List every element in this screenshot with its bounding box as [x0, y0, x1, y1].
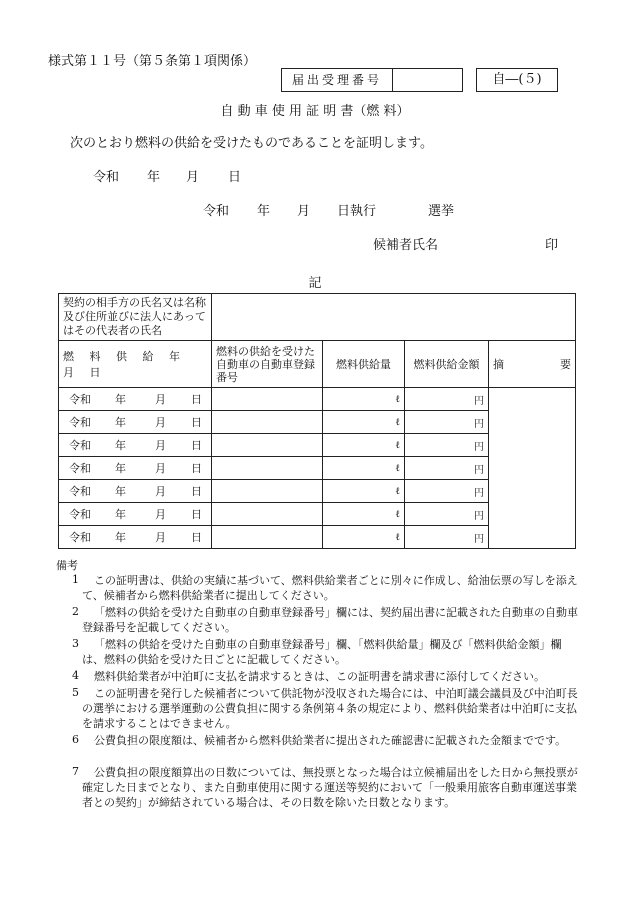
row-date[interactable]: [59, 503, 212, 526]
row-day: 日: [191, 485, 202, 498]
row-month: 月: [155, 393, 166, 406]
row-month: 月: [155, 416, 166, 429]
contract-party-label: 契約の相手方の氏名又は名称及び住所並びに法人にあってはその代表者の氏名: [59, 294, 212, 341]
row-month: 月: [155, 508, 166, 521]
header-supply-date: 燃 料 供 給 年 月 日: [59, 341, 212, 388]
header-fuel-quantity: 燃料供給量: [323, 341, 405, 388]
row-era: 令和: [69, 531, 91, 544]
row-month: 月: [155, 439, 166, 452]
row-date[interactable]: [59, 526, 212, 549]
row-year: 年: [115, 439, 126, 452]
election-year: 年: [257, 204, 271, 219]
note-text: この証明書は、供給の実績に基づいて、燃料供給業者ごとに別々に作成し、給油伝票の写しを添えて、候補者から燃料供給業者に提出してください。: [82, 574, 578, 602]
row-fuel-amount[interactable]: [405, 434, 489, 457]
liter-unit: ℓ: [395, 531, 400, 543]
row-date[interactable]: [59, 480, 212, 503]
document-title: 自 動 車 使 用 証 明 書（燃 料）: [220, 104, 410, 119]
row-year: 年: [115, 508, 126, 521]
liter-unit: ℓ: [395, 508, 400, 520]
row-year: 年: [115, 393, 126, 406]
date-era: 令和: [93, 170, 120, 185]
row-day: 日: [191, 416, 202, 429]
election-label: 選挙: [428, 204, 455, 219]
note-text: 公費負担の限度額は、候補者から燃料供給業者に提出された確認書に記載された金額までです。: [94, 734, 567, 747]
fuel-supply-table: [58, 293, 576, 549]
note-text: 「燃料の供給を受けた自動車の自動車登録番号」欄には、契約届出書に記載された自動車の自動車登録番号を記載してください。: [82, 606, 578, 634]
row-year: 年: [115, 485, 126, 498]
row-era: 令和: [69, 393, 91, 406]
table-row: [59, 388, 576, 411]
liter-unit: ℓ: [395, 485, 400, 497]
row-fuel-quantity[interactable]: [323, 434, 405, 457]
ki-label: 記: [308, 276, 322, 291]
receipt-number-box: [281, 68, 463, 92]
row-fuel-quantity[interactable]: [323, 411, 405, 434]
row-vehicle-number[interactable]: [212, 526, 323, 549]
liter-unit: ℓ: [395, 439, 400, 451]
row-fuel-quantity[interactable]: [323, 503, 405, 526]
row-date[interactable]: [59, 411, 212, 434]
candidate-name-label: 候補者氏名: [373, 238, 439, 253]
liter-unit: ℓ: [395, 416, 400, 428]
receipt-number-value[interactable]: [393, 69, 462, 91]
yen-unit: 円: [474, 418, 484, 430]
note-number: 5: [72, 686, 79, 699]
yen-unit: 円: [474, 464, 484, 476]
date-year: 年: [147, 170, 161, 185]
yen-unit: 円: [474, 487, 484, 499]
header-fuel-amount: 燃料供給金額: [405, 341, 489, 388]
row-day: 日: [191, 439, 202, 452]
election-era: 令和: [203, 204, 230, 219]
date-day: 日: [228, 170, 242, 185]
row-date[interactable]: [59, 457, 212, 480]
row-fuel-amount[interactable]: [405, 457, 489, 480]
row-vehicle-number[interactable]: [212, 388, 323, 411]
yen-unit: 円: [474, 395, 484, 407]
row-fuel-quantity[interactable]: [323, 388, 405, 411]
row-day: 日: [191, 462, 202, 475]
row-fuel-amount[interactable]: [405, 503, 489, 526]
row-day: 日: [191, 393, 202, 406]
yen-unit: 円: [474, 533, 484, 545]
row-year: 年: [115, 416, 126, 429]
row-vehicle-number[interactable]: [212, 457, 323, 480]
row-vehicle-number[interactable]: [212, 503, 323, 526]
row-vehicle-number[interactable]: [212, 434, 323, 457]
row-era: 令和: [69, 439, 91, 452]
note-number: 6: [72, 733, 79, 746]
header-summary-b: 要: [560, 358, 571, 371]
election-day-exec: 日執行: [337, 204, 377, 219]
row-vehicle-number[interactable]: [212, 480, 323, 503]
contract-party-value[interactable]: [212, 294, 576, 341]
row-fuel-amount[interactable]: [405, 526, 489, 549]
form-number: 様式第１１号（第５条第１項関係）: [48, 54, 257, 69]
row-fuel-quantity[interactable]: [323, 526, 405, 549]
liter-unit: ℓ: [395, 393, 400, 405]
note-text: 「燃料の供給を受けた自動車の自動車登録番号」欄、「燃料供給量」欄及び「燃料供給金額」欄は、燃料の供給を受けた日ごとに記載してください。: [82, 638, 562, 666]
note-number: 4: [72, 669, 79, 682]
row-era: 令和: [69, 462, 91, 475]
row-month: 月: [155, 462, 166, 475]
note-text: この証明書を発行した候補者について供託物が没収された場合には、中泊町議会議員及び中泊町長の選挙における選挙運動の公費負担に関する条例第４条の規定により、燃料供給業者は中泊町に支払を請求することはできません。: [82, 687, 578, 730]
note-number: 2: [72, 605, 79, 618]
note-number: 1: [72, 573, 79, 586]
header-vehicle-number: 燃料の供給を受けた自動車の自動車登録番号: [212, 341, 323, 388]
election-month: 月: [297, 204, 311, 219]
row-year: 年: [115, 462, 126, 475]
row-month: 月: [155, 485, 166, 498]
row-date[interactable]: [59, 388, 212, 411]
form-code: 自―(５): [476, 68, 558, 92]
row-era: 令和: [69, 416, 91, 429]
row-fuel-quantity[interactable]: [323, 457, 405, 480]
row-era: 令和: [69, 508, 91, 521]
yen-unit: 円: [474, 510, 484, 522]
header-summary-a: 摘: [493, 358, 504, 371]
seal-mark: 印: [545, 238, 559, 253]
date-month: 月: [186, 170, 200, 185]
summary-cell[interactable]: [489, 388, 576, 549]
row-vehicle-number[interactable]: [212, 411, 323, 434]
certification-statement: 次のとおり燃料の供給を受けたものであることを証明します。: [70, 136, 433, 151]
note-text: 公費負担の限度額算出の日数については、無投票となった場合は立候補届出をした日から無投票が確定した日までとなり、また自動車使用に関する運送等契約において「一般乗用旅客自動車運送事業者との契約」が締結されている場合は、その日数を除いた日数となります。: [82, 766, 578, 809]
row-month: 月: [155, 531, 166, 544]
row-day: 日: [191, 508, 202, 521]
note-text: 燃料供給業者が中泊町に支払を請求するときは、この証明書を請求書に添付してください。: [94, 670, 545, 683]
row-day: 日: [191, 531, 202, 544]
yen-unit: 円: [474, 441, 484, 453]
row-era: 令和: [69, 485, 91, 498]
note-number: 7: [72, 765, 79, 778]
row-year: 年: [115, 531, 126, 544]
liter-unit: ℓ: [395, 462, 400, 474]
note-number: 3: [72, 637, 79, 650]
row-fuel-amount[interactable]: [405, 480, 489, 503]
receipt-number-label: 届出受理番号: [282, 69, 393, 91]
row-fuel-quantity[interactable]: [323, 480, 405, 503]
row-fuel-amount[interactable]: [405, 388, 489, 411]
row-fuel-amount[interactable]: [405, 411, 489, 434]
row-date[interactable]: [59, 434, 212, 457]
header-summary: [489, 341, 576, 388]
notes-title: 備考: [56, 559, 78, 572]
